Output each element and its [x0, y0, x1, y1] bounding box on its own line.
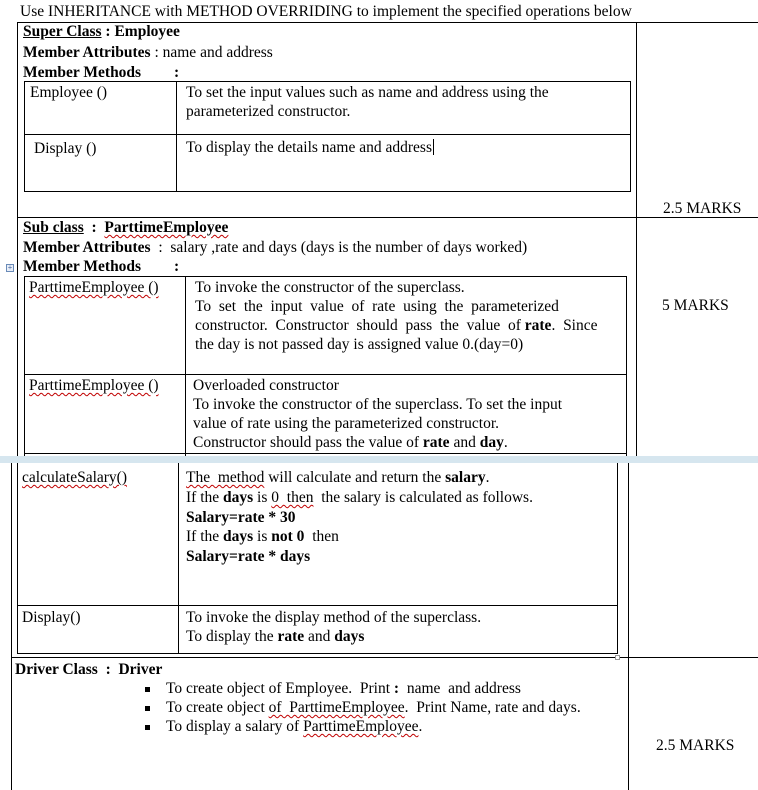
- employee-marks: 2.5 MARKS: [663, 200, 742, 217]
- parttime-m3-line-1: [186, 469, 489, 487]
- parttime-m3-line-1b: will calculate and return the: [264, 469, 446, 486]
- parttime-table-top: [24, 276, 627, 277]
- table-move-handle-icon[interactable]: +: [7, 263, 13, 272]
- parttime-m1-line-2: To set the input value of rate using the parameterized: [195, 298, 559, 315]
- parttime-m3-line-4c: is: [253, 528, 272, 545]
- employee-methods-table-col: [176, 81, 177, 192]
- screenshot-seam: [0, 456, 758, 463]
- parttime-m3-line-2b: days: [223, 489, 254, 506]
- parttime-m3-line-2e: the salary is calculated as follows.: [313, 489, 533, 506]
- driver-bullet-3c: .: [418, 718, 423, 735]
- employee-heading-value: Employee: [114, 23, 180, 40]
- employee-attr-value: name and address: [162, 44, 273, 61]
- parttime-m2-line-4b: rate: [422, 434, 450, 451]
- parttime-attr-value: salary ,rate and days (days is the number of days worked): [170, 239, 528, 256]
- parttime-m2-line-4e: .: [503, 434, 508, 451]
- parttime-heading-value: ParttimeEmployee: [104, 219, 229, 236]
- parttime-m3-line-2: [186, 489, 533, 507]
- employee-methods-label: [23, 64, 180, 82]
- driver-heading-value: Driver: [118, 661, 163, 678]
- driver-bullet-2a: To create object: [166, 699, 269, 716]
- parttime-m4-line-2b: rate: [277, 628, 305, 645]
- parttime-m3-line-4b: days: [223, 528, 254, 545]
- parttime-m2-line-1: Overloaded constructor: [193, 377, 339, 394]
- parttime-marks: 5 MARKS: [662, 297, 729, 314]
- parttime-table-col-lower: [178, 463, 179, 654]
- parttime-table-right: [626, 276, 627, 458]
- bullet-icon: [145, 725, 150, 730]
- row-divider-1: [17, 217, 758, 218]
- parttime-attributes: [23, 239, 527, 257]
- driver-heading-sep: :: [97, 661, 119, 678]
- parttime-table-row-2: [24, 453, 627, 454]
- intro-text: Use INHERITANCE with METHOD OVERRIDING to implement the specified operations below: [20, 3, 632, 20]
- bullet-icon: [145, 687, 150, 692]
- parttime-m3-line-1a: The method: [186, 469, 265, 486]
- parttime-table-left: [24, 276, 25, 458]
- employee-method-desc-1-line-1: To set the input values such as name and address using the: [186, 84, 549, 101]
- employee-attr-label: Member Attributes: [23, 44, 151, 61]
- row-divider-2: [11, 657, 758, 658]
- parttime-heading-label: Sub class: [23, 219, 84, 236]
- employee-attr-sep: :: [150, 44, 163, 61]
- lower-table-divider-vertical: [628, 463, 629, 790]
- parttime-m3-line-1c: salary: [445, 469, 486, 486]
- employee-method-desc-2-text: To display the details name and address: [186, 139, 432, 156]
- parttime-m1-line-4: the day is not passed day is assigned value 0.(day=0): [195, 336, 524, 353]
- driver-bullet-1c: name and address: [402, 680, 521, 697]
- driver-bullet-1a: To create object of Employee. Print: [166, 680, 391, 697]
- employee-attributes: [23, 44, 273, 62]
- parttime-m4-line-2d: days: [334, 628, 365, 645]
- parttime-m2-line-4a: Constructor should pass the value of: [193, 434, 423, 451]
- parttime-heading-sep: :: [83, 219, 105, 236]
- employee-heading-sep: :: [101, 23, 115, 40]
- employee-method-desc-2: [186, 139, 434, 157]
- text-cursor: [433, 139, 434, 155]
- parttime-methods-sep: :: [174, 258, 180, 275]
- driver-bullet-3a: To display a salary of: [166, 718, 304, 735]
- employee-heading-label: Super Class: [23, 23, 102, 40]
- parttime-m2-line-2: To invoke the constructor of the superclass. To set the input: [193, 396, 563, 413]
- parttime-table-row-3: [17, 605, 618, 606]
- employee-method-desc-1-line-2: parameterized constructor.: [186, 103, 351, 120]
- parttime-method-name-4: Display(): [22, 609, 81, 626]
- employee-method-name-1: Employee (): [30, 84, 108, 101]
- employee-methods-sep: :: [174, 64, 180, 81]
- driver-bullet-1: [166, 680, 521, 698]
- lower-border-left: [11, 463, 12, 790]
- employee-method-name-2: Display (): [34, 140, 97, 157]
- parttime-heading: [23, 219, 228, 237]
- parttime-table-right-lower: [617, 463, 618, 654]
- table-resize-handle-icon[interactable]: [615, 655, 620, 660]
- parttime-m3-line-4d: not 0: [271, 528, 305, 545]
- parttime-m2-line-4d: day: [479, 434, 504, 451]
- parttime-method-name-1: ParttimeEmployee (): [29, 279, 159, 296]
- parttime-method-name-3: calculateSalary(): [22, 469, 127, 486]
- parttime-m2-line-4c: and: [449, 434, 480, 451]
- parttime-m3-line-4e: then: [304, 528, 339, 545]
- parttime-table-left-lower: [17, 463, 18, 654]
- parttime-m4-line-1: To invoke the display method of the superclass.: [186, 609, 482, 626]
- employee-methods-table-row: [24, 134, 631, 135]
- employee-heading: [23, 23, 180, 41]
- parttime-m3-line-4a: If the: [186, 528, 224, 545]
- parttime-m1-line-3: [195, 317, 598, 335]
- driver-bullet-1b: :: [390, 680, 403, 697]
- driver-bullet-2b: of ParttimeEmployee: [268, 699, 405, 716]
- parttime-attr-sep: :: [150, 239, 171, 256]
- driver-marks: 2.5 MARKS: [656, 737, 735, 754]
- parttime-m3-line-2c: is: [253, 489, 272, 506]
- parttime-m4-line-2a: To display the: [186, 628, 278, 645]
- parttime-methods-label-text: Member Methods: [23, 258, 142, 275]
- parttime-m3-line-4: [186, 528, 339, 546]
- parttime-m1-line-3b: rate: [524, 317, 552, 334]
- driver-bullet-3b: ParttimeEmployee: [303, 718, 419, 735]
- driver-bullet-2: [166, 699, 581, 717]
- parttime-m3-line-2d: 0 then: [271, 489, 314, 506]
- parttime-m3-line-2a: If the: [186, 489, 224, 506]
- parttime-m1-line-3c: . Since: [551, 317, 598, 334]
- parttime-m2-line-4: [193, 434, 508, 452]
- table-border-left: [17, 22, 18, 458]
- parttime-m3-line-5: Salary=rate * days: [186, 548, 311, 565]
- parttime-m1-line-3a: constructor. Constructor should pass the value of: [195, 317, 525, 334]
- parttime-methods-label: [23, 258, 180, 276]
- parttime-m3-line-1d: .: [485, 469, 490, 486]
- parttime-method-name-2: ParttimeEmployee (): [29, 377, 159, 394]
- driver-bullet-3: [166, 718, 422, 736]
- parttime-table-col: [185, 276, 186, 458]
- parttime-m4-line-2: [186, 628, 364, 646]
- parttime-m3-line-3: Salary=rate * 30: [186, 509, 296, 526]
- parttime-attr-label: Member Attributes: [23, 239, 151, 256]
- driver-heading-label: Driver Class: [15, 661, 98, 678]
- parttime-m1-line-1: To invoke the constructor of the superclass.: [195, 279, 465, 296]
- parttime-table-row-1: [24, 374, 627, 375]
- employee-methods-label-text: Member Methods: [23, 64, 142, 81]
- parttime-m2-line-3: value of rate using the parameterized constructor.: [193, 415, 499, 432]
- bullet-icon: [145, 706, 150, 711]
- driver-bullet-2c: . Print Name, rate and days.: [404, 699, 581, 716]
- table-divider-vertical: [636, 22, 637, 458]
- parttime-table-bottom: [17, 653, 618, 654]
- driver-heading: [15, 661, 162, 679]
- parttime-m4-line-2c: and: [304, 628, 335, 645]
